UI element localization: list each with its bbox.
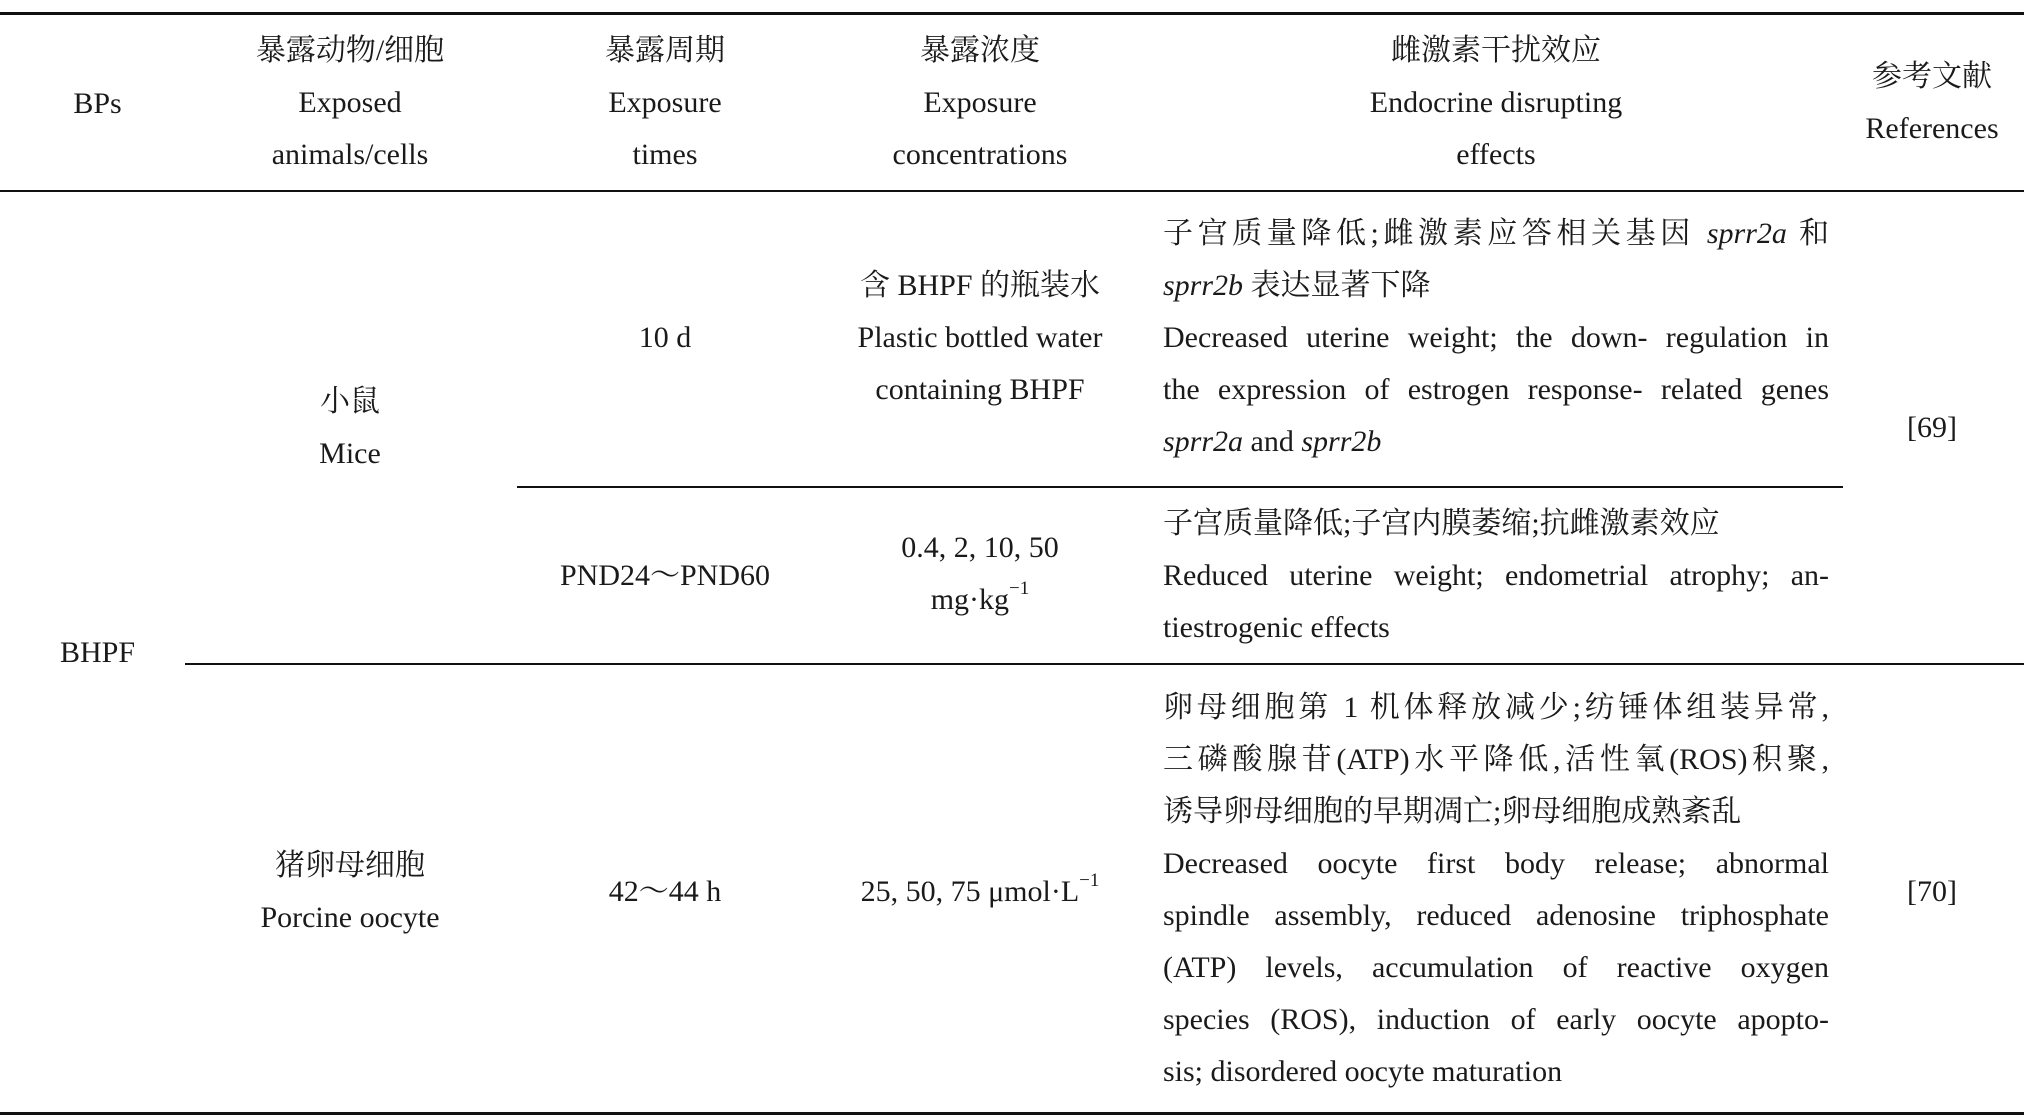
header-ref-en: References (1865, 111, 1999, 145)
header-animals-cn: 暴露动物/细胞 (255, 33, 445, 67)
row2-effect-en2: tiestrogenic effects (1163, 611, 1390, 644)
row2-effect (1163, 498, 1829, 654)
row2-conc2-text: mg·kg (930, 583, 1010, 616)
row1-effect-en2: the expression of estrogen response- related genes (1163, 373, 1829, 406)
species-divider (185, 663, 2024, 665)
row3-conc-text: 25, 50, 75 μmol·L (860, 875, 1080, 908)
top-rule (0, 12, 2024, 15)
row2-conc2 (820, 574, 1140, 626)
animal-porcine-cn: 猪卵母细胞 (275, 849, 425, 882)
row2-effect-en1: Reduced uterine weight; endometrial atrophy; an- (1163, 559, 1829, 592)
header-effect (1163, 20, 1829, 185)
animal-mice-cn: 小鼠 (320, 384, 380, 418)
gene-sprr2a-en: sprr2a (1163, 425, 1244, 458)
header-effect-cn: 雌激素干扰效应 (1391, 33, 1601, 67)
row1-conc-cn: 含 BHPF 的瓶装水 (859, 269, 1101, 302)
gene-sprr2a: sprr2a (1706, 217, 1787, 250)
row2-conc2-sup: −1 (1009, 578, 1030, 599)
row3-effect-cn2: 三磷酸腺苷(ATP)水平降低,活性氧(ROS)积聚, (1163, 743, 1829, 776)
animal-porcine-en: Porcine oocyte (260, 901, 440, 934)
row3-conc (820, 866, 1140, 918)
header-effect-en2: effects (1456, 137, 1536, 171)
header-time-en2: times (632, 137, 698, 171)
row1-effect-cn1 (1163, 208, 1829, 260)
row3-effect-en1: Decreased oocyte first body release; abnormal (1163, 847, 1829, 880)
animal-mice (200, 192, 500, 663)
row1-effect-en1: Decreased uterine weight; the down- regulation in (1163, 321, 1829, 354)
row3-effect-en3: (ATP) levels, accumulation of reactive oxygen (1163, 951, 1829, 984)
row1-conc-en1: Plastic bottled water (857, 321, 1103, 354)
animal-porcine (200, 840, 500, 944)
row1-effect-cn1a: 子宫质量降低;雌激素应答相关基因 (1163, 217, 1707, 250)
row1-time: 10 d (638, 321, 692, 354)
row2-time: PND24～PND60 (559, 559, 771, 592)
header-animals-en2: animals/cells (271, 137, 429, 171)
row1-conc (820, 260, 1140, 416)
header-time-en1: Exposure (608, 85, 722, 119)
row2-conc (820, 522, 1140, 626)
row1-conc-en2: containing BHPF (875, 373, 1085, 406)
header-conc-en2: concentrations (892, 137, 1068, 171)
header-conc (820, 20, 1140, 185)
header-animals-en1: Exposed (298, 85, 402, 119)
row3-time: 42～44 h (608, 875, 722, 908)
gene-sprr2b: sprr2b (1163, 269, 1244, 302)
header-ref (1840, 50, 2024, 155)
header-effect-en1: Endocrine disrupting (1369, 85, 1623, 119)
row3-effect-en2: spindle assembly, reduced adenosine triphosphate (1163, 899, 1829, 932)
row2-conc1: 0.4, 2, 10, 50 (901, 531, 1059, 564)
row2-effect-cn: 子宫质量降低;子宫内膜萎缩;抗雌激素效应 (1163, 507, 1720, 540)
header-animals (200, 20, 500, 185)
row3-effect (1163, 682, 1829, 1098)
row1-effect-cn2-text: 表达显著下降 (1243, 269, 1431, 302)
row3-effect-cn3: 诱导卵母细胞的早期凋亡;卵母细胞成熟紊乱 (1163, 795, 1742, 828)
header-ref-cn: 参考文献 (1872, 59, 1992, 93)
row3-effect-en5: sis; disordered oocyte maturation (1163, 1055, 1563, 1088)
header-time-cn: 暴露周期 (605, 33, 725, 67)
header-time (530, 20, 800, 185)
row1-effect-and: and (1243, 425, 1302, 458)
bp-name: BHPF (59, 636, 136, 669)
header-conc-en1: Exposure (923, 85, 1037, 119)
row1-effect-cn1b: 和 (1786, 217, 1829, 250)
row3-conc-sup: −1 (1079, 870, 1100, 891)
row1-effect-en3 (1163, 416, 1829, 468)
row1-effect-cn2 (1163, 260, 1829, 312)
row3-effect-cn1: 卵母细胞第 1 机体释放减少;纺锤体组装异常, (1163, 691, 1829, 724)
header-bps: BPs (73, 87, 122, 120)
row3-effect-en4: species (ROS), induction of early oocyte apopto- (1163, 1003, 1829, 1036)
bottom-rule (0, 1112, 2024, 1115)
ref-69: [69] (1907, 411, 1957, 444)
mice-row-divider (517, 486, 1843, 488)
gene-sprr2b-en: sprr2b (1301, 425, 1382, 458)
row1-effect (1163, 208, 1829, 468)
animal-mice-en: Mice (319, 436, 381, 470)
ref-70: [70] (1907, 875, 1957, 908)
header-conc-cn: 暴露浓度 (920, 33, 1040, 67)
